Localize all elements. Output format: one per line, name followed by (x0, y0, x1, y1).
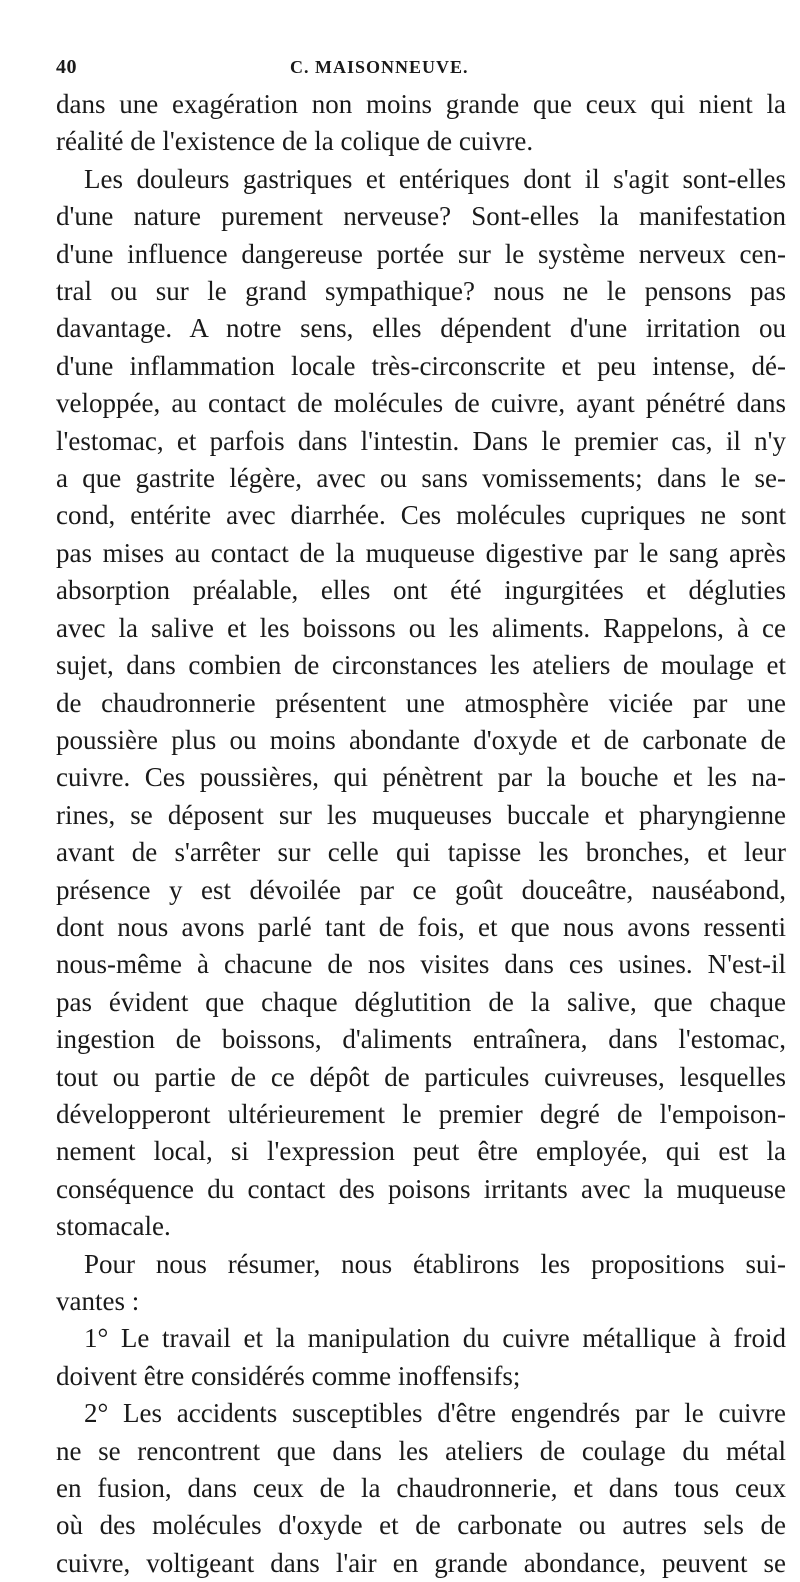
text-line: absorption préalable, elles ont été ingurgitées et dégluties (56, 575, 786, 606)
text-line: sujet, dans combien de circonstances les ateliers de moulage et (56, 650, 786, 681)
text-line: nement local, si l'expression peut être employée, qui est la (56, 1136, 786, 1167)
text-line: poussière plus ou moins abondante d'oxyde et de carbonate de (56, 724, 786, 755)
text-line: tral ou sur le grand sympathique? nous ne le pensons pas (56, 276, 786, 307)
text-line: cuivre. Ces poussières, qui pénètrent par la bouche et les na- (56, 762, 786, 793)
text-line: doivent être considérés comme inoffensifs; (56, 1360, 521, 1391)
text-line: 2° Les accidents susceptibles d'être engendrés par le cuivre (84, 1398, 786, 1429)
text-line: Les douleurs gastriques et entériques dont il s'agit sont-elles (84, 163, 786, 194)
text-line: d'une nature purement nerveuse? Sont-elles la manifestation (56, 201, 786, 232)
text-line: réalité de l'existence de la colique de cuivre. (56, 126, 534, 157)
body-text (56, 86, 786, 1582)
text-line: dans une exagération non moins grande que ceux qui nient la (56, 89, 786, 119)
text-line: a que gastrite légère, avec ou sans vomissements; dans le se- (56, 463, 786, 494)
text-line: d'une inflammation locale très-circonscrite et peu intense, dé- (56, 350, 786, 381)
text-line: davantage. A notre sens, elles dépendent d'une irritation ou (56, 313, 786, 344)
running-head: C. MAISONNEUVE. (290, 57, 469, 77)
text-line: en fusion, dans ceux de la chaudronnerie, et dans tous ceux (56, 1473, 786, 1504)
text-line: veloppée, au contact de molécules de cuivre, ayant pénétré dans (56, 388, 786, 419)
paragraph (56, 86, 786, 161)
text-line: vantes : (56, 1286, 140, 1316)
text-line: avant de s'arrêter sur celle qui tapisse les bronches, et leur (56, 837, 786, 868)
text-line: pas évident que chaque déglutition de la salive, que chaque (56, 986, 786, 1017)
text-line: tout ou partie de ce dépôt de particules cuivreuses, lesquelles (56, 1061, 786, 1092)
text-line: présence y est dévoilée par ce goût douceâtre, nauséabond, (56, 874, 786, 905)
text-line: pas mises au contact de la muqueuse digestive par le sang après (56, 537, 786, 568)
text-line: cuivre, voltigeant dans l'air en grande abondance, peuvent se (56, 1547, 786, 1578)
paragraph (56, 1246, 786, 1321)
text-line: stomacale. (56, 1211, 171, 1242)
book-page (56, 56, 786, 1582)
text-line: ingestion de boissons, d'aliments entraînera, dans l'estomac, (56, 1024, 786, 1055)
text-line: rines, se déposent sur les muqueuses buccale et pharyngienne (56, 799, 786, 830)
page-number: 40 (56, 56, 77, 78)
paragraph (56, 1395, 786, 1582)
page-header (56, 56, 786, 86)
paragraph (56, 1320, 786, 1395)
text-line: ne se rencontrent que dans les ateliers de coulage du métal (56, 1435, 786, 1466)
text-line: nous-même à chacune de nos visites dans ces usines. N'est-il (56, 949, 786, 980)
text-line: de chaudronnerie présentent une atmosphère viciée par une (56, 687, 786, 718)
text-line: développeront ultérieurement le premier degré de l'empoison- (56, 1098, 786, 1129)
text-line: d'une influence dangereuse portée sur le système nerveux cen- (56, 238, 786, 269)
text-line: cond, entérite avec diarrhée. Ces molécules cupriques ne sont (56, 500, 786, 531)
text-line: Pour nous résumer, nous établirons les propositions sui- (84, 1248, 786, 1279)
text-line: avec la salive et les boissons ou les aliments. Rappelons, à ce (56, 612, 786, 643)
paragraph (56, 161, 786, 1246)
text-line: dont nous avons parlé tant de fois, et que nous avons ressenti (56, 911, 786, 942)
text-line: l'estomac, et parfois dans l'intestin. Dans le premier cas, il n'y (56, 425, 786, 456)
text-line: où des molécules d'oxyde et de carbonate ou autres sels de (56, 1510, 786, 1541)
text-line: 1° Le travail et la manipulation du cuivre métallique à froid (84, 1323, 786, 1354)
text-line: conséquence du contact des poisons irritants avec la muqueuse (56, 1173, 786, 1204)
